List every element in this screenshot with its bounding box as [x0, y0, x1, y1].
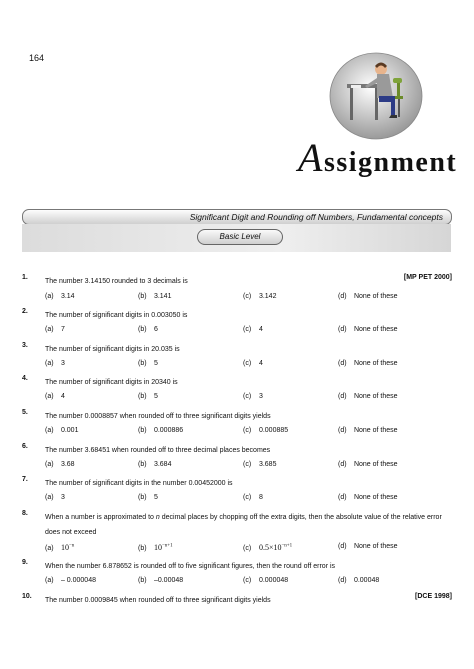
option-label: (a) [45, 545, 54, 552]
option-text: 5 [153, 494, 158, 501]
option-label: (b) [138, 293, 147, 300]
question-number: 3. [22, 342, 28, 349]
question-number: 10. [22, 593, 32, 600]
question-text: The number of significant digits in 20.035 is [45, 346, 180, 353]
option-text: 7 [60, 326, 65, 333]
option-label: (c) [243, 326, 252, 333]
option-label: (c) [243, 577, 252, 584]
topic-banner-text: Significant Digit and Rounding off Numbers, Fundamental concepts [189, 212, 443, 222]
assignment-heading-rest: ssignment [323, 147, 458, 178]
option-a [45, 393, 65, 400]
option-text: 0.001 [60, 427, 79, 434]
option-d [338, 393, 398, 400]
option-label: (d) [338, 293, 347, 300]
option-text: 10 [153, 543, 162, 552]
option-label: (a) [45, 360, 54, 367]
option-label: (c) [243, 293, 252, 300]
option-label: (d) [338, 393, 347, 400]
question-source: [MP PET 2000] [403, 274, 452, 281]
option-d [338, 427, 398, 434]
option-a [45, 577, 96, 584]
option-label: (d) [338, 494, 347, 501]
option-label: (c) [243, 360, 252, 367]
option-label: (b) [138, 326, 147, 333]
option-label: (d) [338, 577, 347, 584]
option-d [338, 326, 398, 333]
question-text: The number of significant digits in 0.003050 is [45, 312, 188, 319]
option-d [338, 461, 398, 468]
option-text: 4 [258, 326, 263, 333]
option-c [243, 293, 276, 300]
question-text: The number 0.0009845 when rounded off to three significant digits yields [45, 597, 271, 604]
question-source: [DCE 1998] [415, 593, 452, 600]
question-text: When the number 6.878652 is rounded off to five significant figures, then the round off error is [45, 563, 336, 570]
option-a [45, 360, 65, 367]
option-text: None of these [353, 393, 398, 400]
question-number: 7. [22, 476, 28, 483]
option-b [138, 427, 183, 434]
option-a [45, 427, 78, 434]
option-text: 0.000885 [258, 427, 289, 434]
option-label: (c) [243, 494, 252, 501]
option-text: – 0.000048 [60, 577, 96, 584]
option-label: (d) [338, 360, 347, 367]
option-label: (d) [338, 461, 347, 468]
option-text: None of these [353, 461, 398, 468]
option-text: 0.00048 [353, 577, 380, 584]
option-text: 6 [153, 326, 158, 333]
option-label: (b) [138, 427, 147, 434]
topic-banner [22, 209, 452, 225]
option-label: (b) [138, 461, 147, 468]
option-text: 3.684 [153, 461, 172, 468]
option-label: (d) [338, 326, 347, 333]
option-b [138, 293, 171, 300]
page-number: 164 [29, 53, 45, 63]
assignment-heading [298, 134, 457, 181]
assignment-heading-initial: A [298, 135, 324, 180]
option-d [338, 494, 398, 501]
option-label: (a) [45, 326, 54, 333]
option-label: (b) [138, 393, 147, 400]
option-label: (a) [45, 393, 54, 400]
question-text: The number of significant digits in the number 0.00452000 is [45, 480, 233, 487]
option-b [138, 461, 171, 468]
option-math [154, 543, 173, 552]
question-text: When a number is approximated to n decimal places by chopping off the extra digits, then the absolute value of the relative error does not exceed [45, 514, 442, 536]
question-text: The number of significant digits in 20340 is [45, 379, 178, 386]
option-exponent: −n [68, 543, 75, 549]
option-a [45, 293, 75, 300]
option-label: (a) [45, 461, 54, 468]
option-b [138, 360, 158, 367]
option-text: 10 [60, 543, 69, 552]
option-a [45, 543, 74, 552]
option-exponent: −n+1 [281, 543, 293, 549]
option-label: (d) [338, 543, 347, 550]
option-label: (b) [138, 577, 147, 584]
option-label: (c) [243, 393, 252, 400]
option-label: (c) [243, 427, 252, 434]
option-d [338, 577, 379, 584]
option-text: 4 [60, 393, 65, 400]
question-text: The number 3.68451 when rounded off to three decimal places becomes [45, 447, 271, 454]
option-label: (a) [45, 293, 54, 300]
option-text: 0.5×10 [258, 543, 282, 552]
option-label: (a) [45, 577, 54, 584]
option-text: 3.68 [60, 461, 75, 468]
question-number: 5. [22, 409, 28, 416]
option-text: None of these [353, 494, 398, 501]
option-text: 3 [60, 360, 65, 367]
student-at-desk-illustration [329, 52, 424, 140]
option-text: 3.14 [60, 293, 75, 300]
option-text: 0.000886 [153, 427, 184, 434]
option-c [243, 427, 288, 434]
option-label: (b) [138, 494, 147, 501]
option-text: None of these [353, 293, 398, 300]
option-text: None of these [353, 360, 398, 367]
option-c [243, 577, 288, 584]
option-text: None of these [353, 326, 398, 333]
option-label: (a) [45, 494, 54, 501]
option-a [45, 461, 75, 468]
variable-n: n [155, 514, 160, 521]
question-number: 4. [22, 375, 28, 382]
option-b [138, 494, 158, 501]
question-number: 8. [22, 510, 28, 517]
option-d [338, 543, 398, 550]
option-b [138, 326, 158, 333]
question-text: The number 0.0008857 when rounded off to three significant digits yields [45, 413, 271, 420]
option-d [338, 293, 398, 300]
option-a [45, 326, 65, 333]
option-d [338, 360, 398, 367]
option-c [243, 494, 263, 501]
option-label: (c) [243, 461, 252, 468]
option-text: 5 [153, 360, 158, 367]
option-c [243, 461, 276, 468]
option-c [243, 326, 263, 333]
option-label: (b) [138, 360, 147, 367]
option-exponent: −n+1 [161, 543, 173, 549]
option-text: None of these [353, 543, 398, 550]
option-text: 3 [60, 494, 65, 501]
question-text: The number 3.14150 rounded to 3 decimals is [45, 278, 188, 285]
option-math [259, 543, 292, 552]
option-text: 8 [258, 494, 263, 501]
option-math [61, 543, 74, 552]
question-number: 1. [22, 274, 28, 281]
question-number: 6. [22, 443, 28, 450]
option-c [243, 393, 263, 400]
option-text: 3.685 [258, 461, 277, 468]
option-c [243, 360, 263, 367]
option-label: (c) [243, 545, 252, 552]
option-text: 3.141 [153, 293, 172, 300]
level-label: Basic Level [197, 229, 283, 245]
option-a [45, 494, 65, 501]
option-c [243, 543, 292, 552]
option-text: 3 [258, 393, 263, 400]
option-text: –0.00048 [153, 577, 184, 584]
option-text: 0.000048 [258, 577, 289, 584]
question-number: 2. [22, 308, 28, 315]
option-text: 3.142 [258, 293, 277, 300]
option-b [138, 393, 158, 400]
option-label: (a) [45, 427, 54, 434]
option-label: (b) [138, 545, 147, 552]
option-text: 4 [258, 360, 263, 367]
option-text: 5 [153, 393, 158, 400]
question-number: 9. [22, 559, 28, 566]
option-b [138, 543, 173, 552]
option-b [138, 577, 183, 584]
option-text: None of these [353, 427, 398, 434]
option-label: (d) [338, 427, 347, 434]
